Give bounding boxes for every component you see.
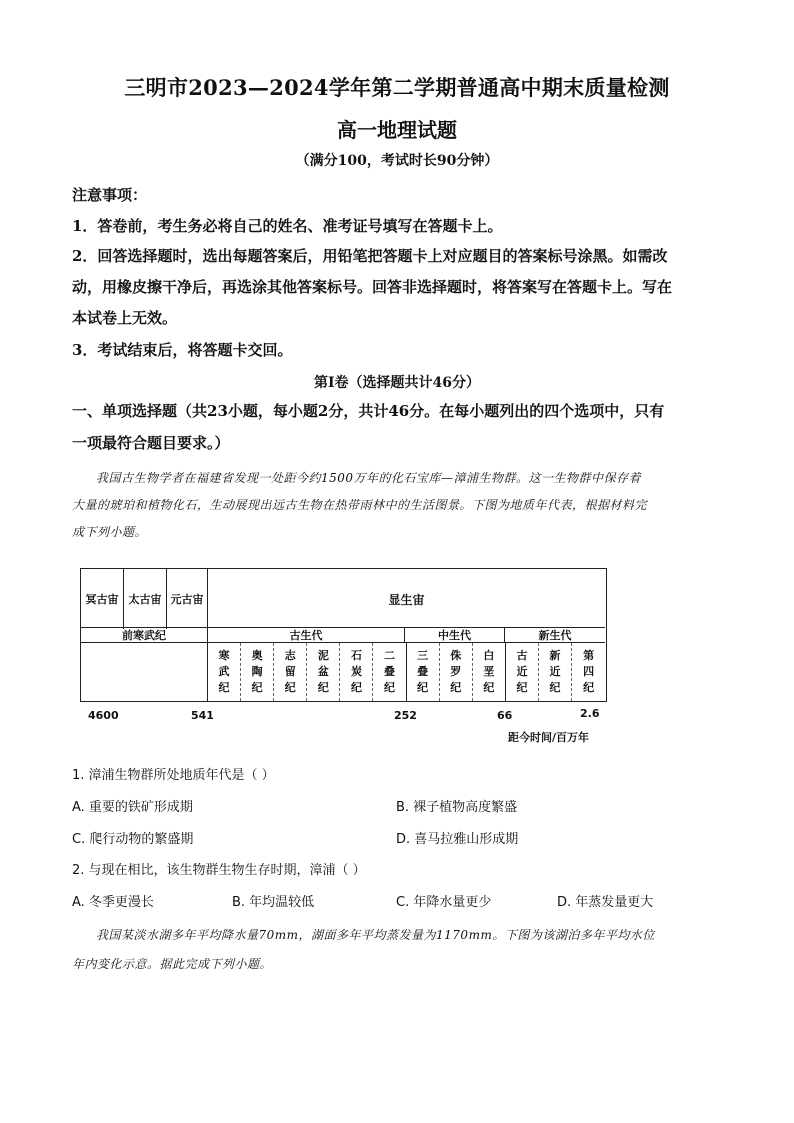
- period-char: 叠: [384, 665, 396, 678]
- notice-item-2-line-3: 本试卷上无效。: [72, 309, 178, 327]
- q1-option-a[interactable]: A. 重要的铁矿形成期: [72, 800, 193, 815]
- period-6: [374, 643, 407, 701]
- eon-phanerozoic: 显生宙: [388, 592, 425, 607]
- period-4: [307, 643, 340, 701]
- era-mesozoic: 中生代: [405, 627, 505, 643]
- period-char: 陶: [251, 665, 263, 678]
- notice-item-3: 3．考试结束后，将答题卡交回。: [72, 341, 293, 359]
- exam-subtitle: 高一地理试题: [337, 118, 457, 142]
- period-char: 纪: [317, 681, 329, 694]
- period-char: 叠: [417, 665, 429, 678]
- period-1: [208, 643, 241, 701]
- q2-option-a[interactable]: A. 冬季更漫长: [72, 895, 154, 910]
- period-char: 三: [417, 649, 429, 662]
- period-char: 纪: [251, 681, 263, 694]
- exam-title: 三明市2023—2024学年第二学期普通高中期末质量检测: [124, 75, 670, 100]
- period-char: 古: [516, 649, 528, 662]
- period-char: 二: [384, 649, 396, 662]
- notice-item-2-line-2: 动，用橡皮擦干净后，再选涂其他答案标号。回答非选择题时，将答案写在答题卡上。写在: [72, 278, 673, 296]
- period-2: [241, 643, 274, 701]
- q2-option-c[interactable]: C. 年降水量更少: [396, 895, 492, 910]
- period-char: 近: [549, 665, 561, 678]
- period-char: 纪: [417, 681, 429, 694]
- period-char: 新: [549, 649, 561, 662]
- period-char: 留: [284, 665, 296, 678]
- q2-stem: 2. 与现在相比，该生物群生物生存时期，漳浦（ ）: [72, 863, 366, 878]
- q2-option-b[interactable]: B. 年均温较低: [232, 895, 315, 910]
- q1-stem: 1. 漳浦生物群所处地质年代是（ ）: [72, 768, 275, 783]
- period-char: 罗: [450, 665, 462, 678]
- period-8: [440, 643, 473, 701]
- period-char: 垩: [483, 665, 495, 678]
- exam-note: （满分100，考试时长90分钟）: [295, 153, 499, 169]
- period-char: 纪: [583, 681, 595, 694]
- notice-item-2-line-1: 2．回答选择题时，选出每题答案后，用铅笔把答题卡上对应题目的答案标号涂黑。如需改: [72, 247, 668, 265]
- precambrian-label: 前寒武纪: [81, 627, 208, 643]
- period-9: [473, 643, 506, 701]
- period-char: 武: [218, 665, 230, 678]
- period-char: 纪: [284, 681, 296, 694]
- period-12: [572, 643, 605, 701]
- period-char: 纪: [483, 681, 495, 694]
- period-char: 侏: [450, 649, 462, 662]
- material-1-line-3: 成下列小题。: [72, 525, 148, 539]
- material-2-line-2: 年内变化示意。据此完成下列小题。: [72, 957, 273, 971]
- period-char: 纪: [450, 681, 462, 694]
- era-paleozoic: 古生代: [208, 627, 405, 643]
- era-cenozoic: 新生代: [505, 627, 605, 643]
- period-char: 白: [483, 649, 495, 662]
- material-1-line-1: 我国古生物学者在福建省发现一处距今约1500万年的化石宝库—漳浦生物群。这一生物群中保存着: [96, 471, 642, 485]
- period-char: 盆: [317, 665, 329, 678]
- period-char: 纪: [350, 681, 362, 694]
- q2-option-d[interactable]: D. 年蒸发量更大: [557, 895, 654, 910]
- part-heading-line-2: 一项最符合题目要求。）: [72, 434, 230, 452]
- period-char: 纪: [218, 681, 230, 694]
- geologic-time-table: [80, 568, 607, 702]
- period-char: 石: [350, 649, 362, 662]
- period-char: 炭: [350, 665, 362, 678]
- period-char: 纪: [549, 681, 561, 694]
- period-char: 四: [583, 665, 595, 678]
- period-5: [340, 643, 373, 701]
- section-title: 第Ⅰ卷（选择题共计46分）: [313, 375, 481, 391]
- period-3: [274, 643, 307, 701]
- period-char: 志: [284, 649, 296, 662]
- tick-66: 66: [497, 709, 513, 722]
- tick-252: 252: [394, 709, 417, 722]
- tick-2-6: 2.6: [580, 707, 600, 720]
- period-char: 纪: [516, 681, 528, 694]
- material-1-line-2: 大量的琥珀和植物化石，生动展现出远古生物在热带雨林中的生活图景。下图为地质年代表，根据材料完: [72, 498, 648, 512]
- tick-541: 541: [191, 709, 214, 722]
- part-heading-line-1: 一、单项选择题（共23小题，每小题2分，共计46分。在每小题列出的四个选项中，只有: [72, 402, 665, 420]
- material-2-line-1: 我国某淡水湖多年平均降水量70mm，湖面多年平均蒸发量为1170mm。下图为该湖泊多年平均水位: [96, 928, 655, 942]
- eon-proterozoic: 元古宙: [167, 569, 208, 629]
- eon-archean: 太古宙: [124, 569, 167, 629]
- q1-option-c[interactable]: C. 爬行动物的繁盛期: [72, 832, 194, 847]
- period-char: 第: [583, 649, 595, 662]
- period-char: 近: [516, 665, 528, 678]
- axis-label: 距今时间/百万年: [508, 731, 590, 744]
- period-char: 泥: [317, 649, 329, 662]
- period-11: [539, 643, 572, 701]
- precambrian-blank: [81, 643, 208, 701]
- period-char: 寒: [218, 649, 230, 662]
- period-char: 纪: [384, 681, 396, 694]
- notice-heading: 注意事项：: [72, 186, 148, 204]
- period-10: [506, 643, 539, 701]
- tick-4600: 4600: [88, 709, 119, 722]
- period-7: [407, 643, 440, 701]
- notice-item-1: 1．答卷前，考生务必将自己的姓名、准考证号填写在答题卡上。: [72, 217, 503, 235]
- q1-option-b[interactable]: B. 裸子植物高度繁盛: [396, 800, 518, 815]
- eon-hadean: 冥古宙: [81, 569, 124, 629]
- q1-option-d[interactable]: D. 喜马拉雅山形成期: [396, 832, 519, 847]
- period-char: 奥: [251, 649, 263, 662]
